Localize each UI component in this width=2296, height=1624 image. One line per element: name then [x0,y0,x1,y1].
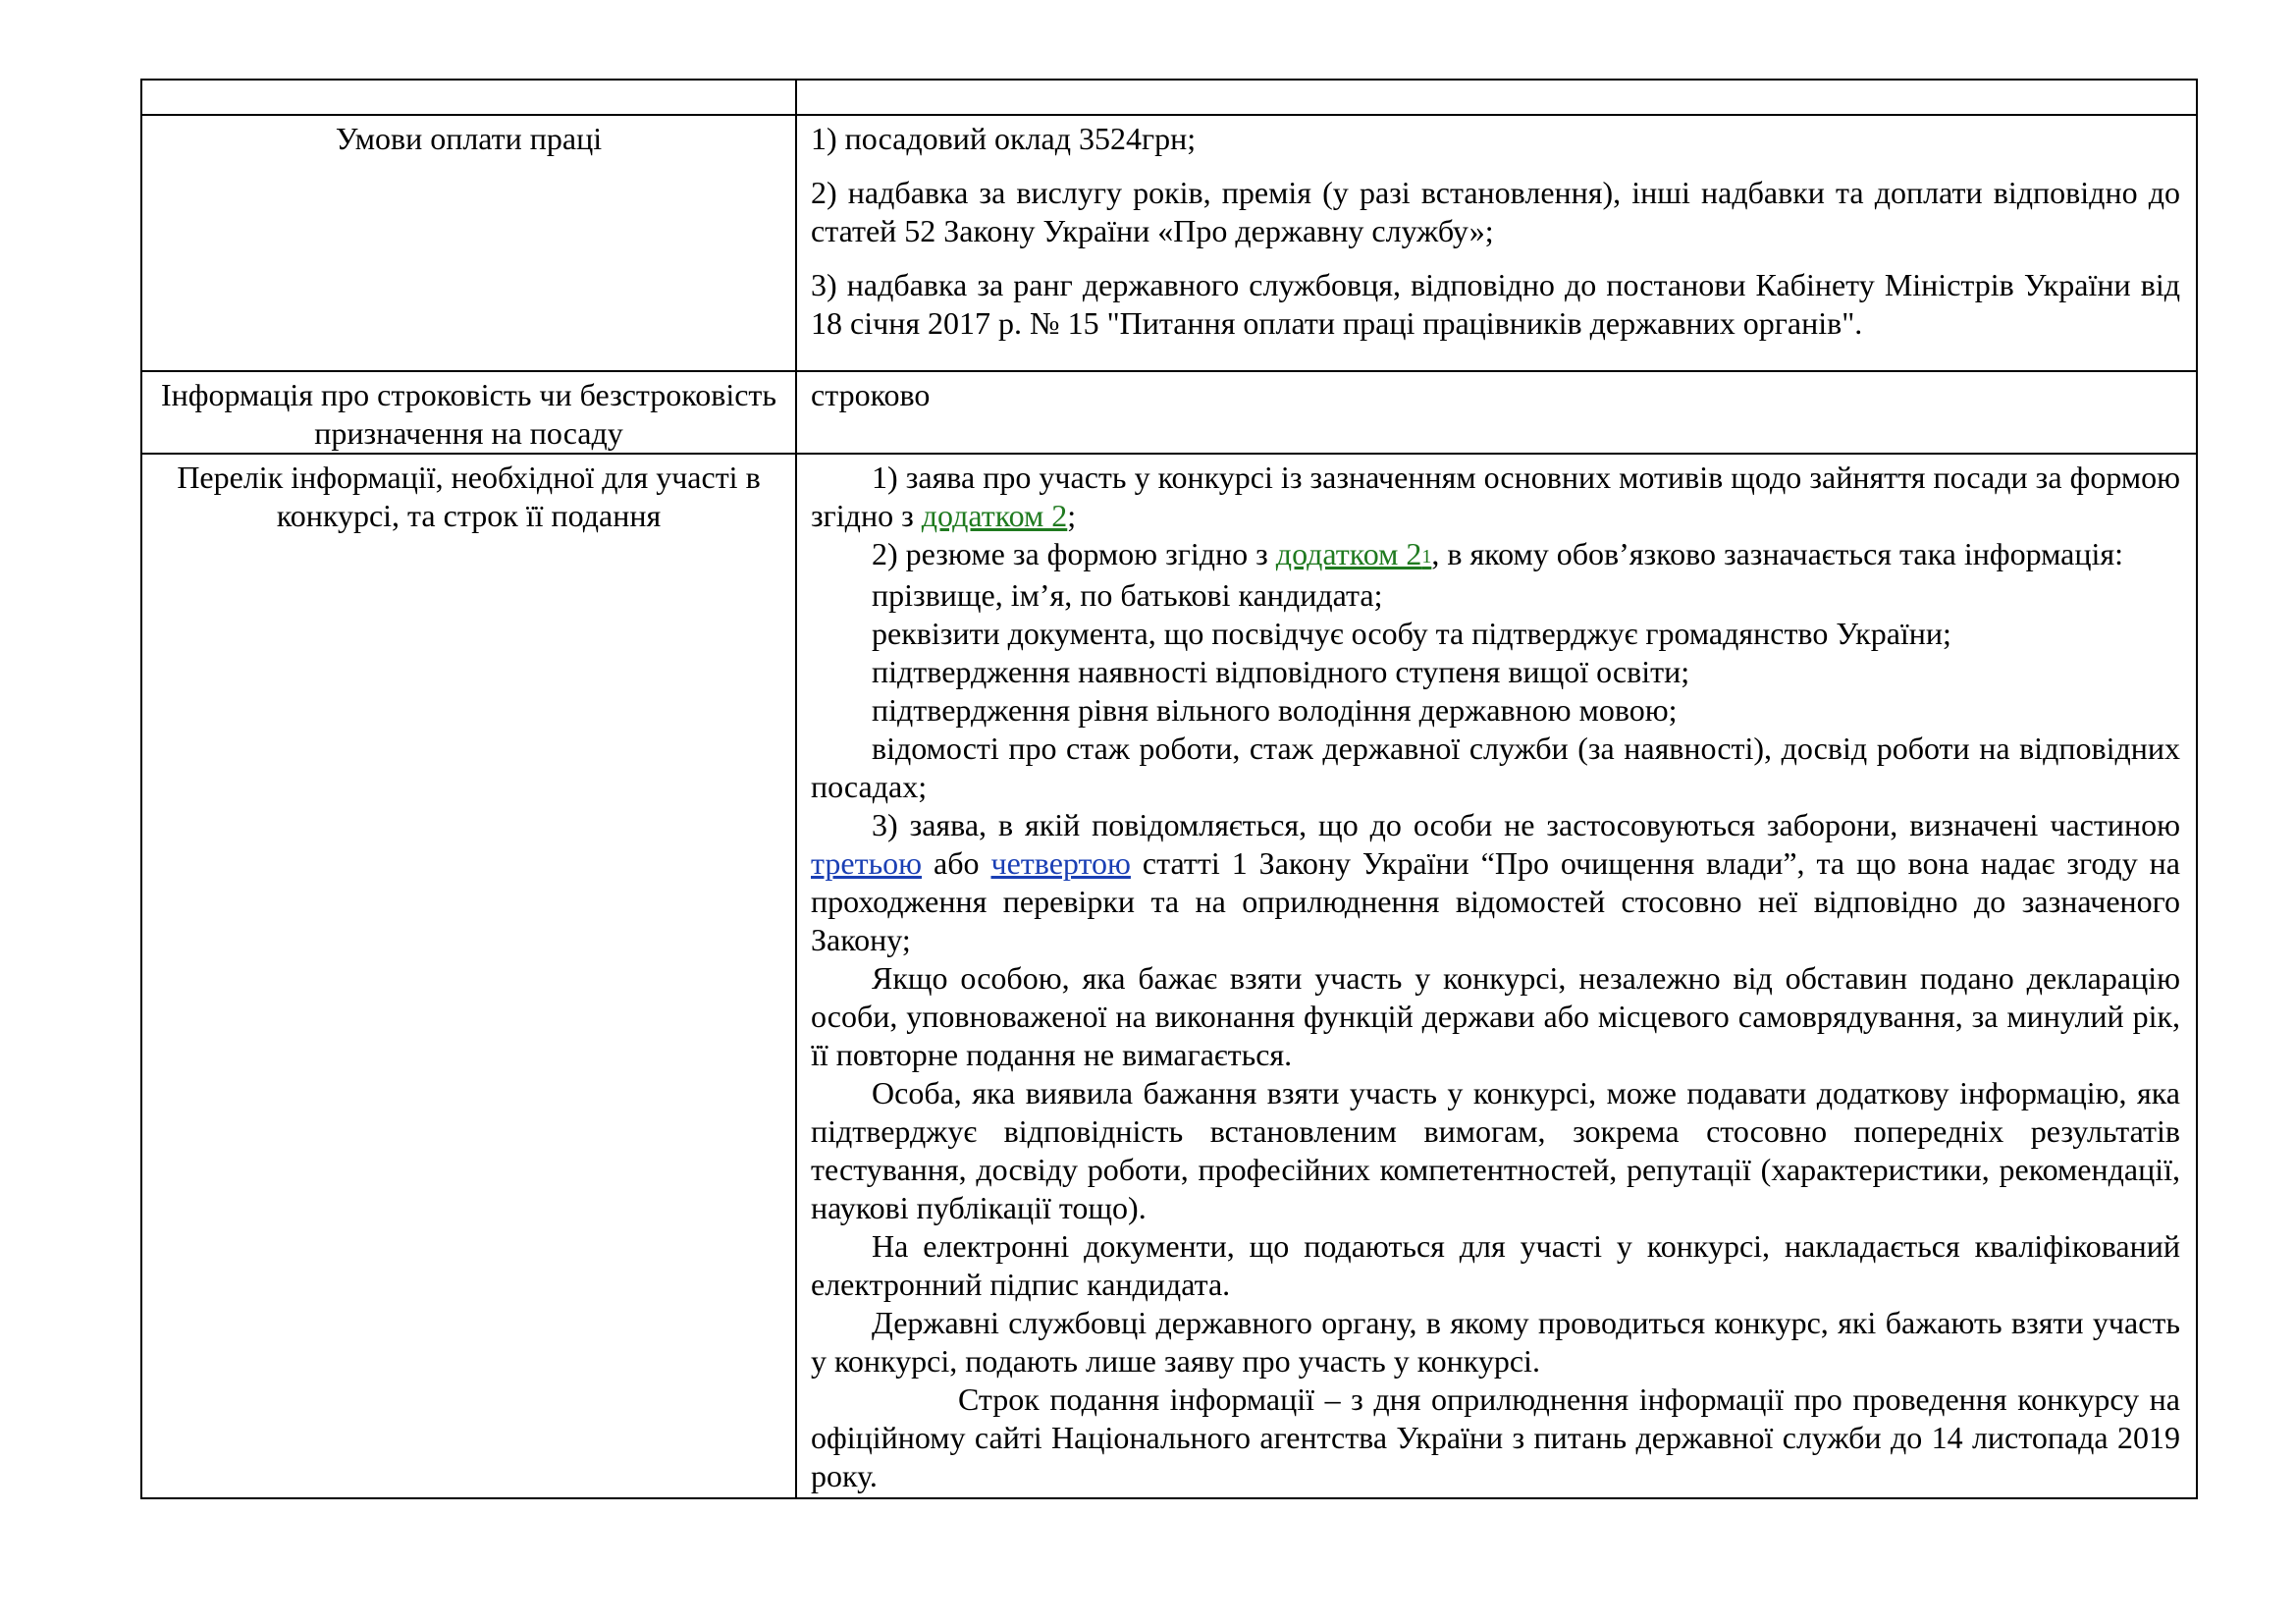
pay-item-3: 3) надбавка за ранг державного службовця, відповідно до постанови Кабінету Міністрів України від 18 січня 2017 р. № 15 "Питання оплати праці працівників державних органів". [811,267,2180,341]
docs-para-civil-servants: Державні службовці державного органу, в якому проводиться конкурс, які бажають взяти участь у конкурсі, подають лише заяву про участь у конкурсі. [811,1305,2180,1379]
docs-item-2-text: 2) резюме за формою згідно з [872,536,1276,571]
docs-item-3-text: 3) заява, в якій повідомляється, що до особи не застосовуються заборони, визначені частиною [872,807,2180,842]
part-four-link[interactable]: четвертою [990,845,1131,881]
docs-item-3-mid: або [922,845,991,881]
appendix-2-1-link[interactable] [1276,536,1432,571]
table-row [141,80,2197,115]
empty-cell [141,80,796,115]
conditions-table [140,79,2198,1499]
docs-sub-2: реквізити документа, що посвідчує особу та підтверджує громадянство України; [872,616,1951,651]
docs-item-3 [811,806,2180,959]
docs-item-3-end: статті 1 Закону України “Про очищення влади”, та що вона надає згоду на проходження перевірки та на оприлюднення відомостей стосовно неї відповідно до зазначеного Закону; [811,845,2181,957]
docs-sub-4: підтвердження рівня вільного володіння державною мовою; [872,692,1678,728]
docs-item-1-end: ; [1067,498,1077,533]
docs-sub-1: прізвище, ім’я, по батькові кандидата; [872,577,1383,613]
pay-label: Умови оплати праці [141,115,796,371]
appendix-2-1-sup[interactable]: 1 [1421,546,1432,568]
table-row-docs [141,454,2197,1498]
docs-para-deadline: Строк подання інформації – з дня оприлюднення інформації про проведення конкурсу на офіційному сайті Національного агентства України з питань державної служби до 14 листопада 2019 року. [811,1381,2180,1493]
docs-para-e-signature: На електронні документи, що подаються для участі у конкурсі, накладається кваліфікований електронний підпис кандидата. [811,1228,2180,1302]
part-three-link[interactable]: третьою [811,845,923,881]
docs-sub-3: підтвердження наявності відповідного ступеня вищої освіти; [872,654,1690,689]
table-row-term [141,371,2197,454]
docs-item-2-end: , в якому обов’язково зазначається така інформація: [1431,536,2123,571]
docs-sub-5: відомості про стаж роботи, стаж державної служби (за наявності), досвід роботи на відповідних посадах; [811,731,2180,804]
term-label: Інформація про строковість чи безстроковість призначення на посаду [141,371,796,454]
appendix-2-link[interactable]: додатком 2 [921,498,1068,533]
table-row-pay [141,115,2197,371]
docs-item-1 [811,459,2180,535]
pay-item-1: 1) посадовий оклад 3524грн; [811,121,1197,156]
docs-item-2 [811,535,2180,576]
empty-cell [796,80,2197,115]
docs-value [796,454,2197,1498]
docs-para-extra-info: Особа, яка виявила бажання взяти участь у конкурсі, може подавати додаткову інформацію, яка підтверджує відповідність встановленим вимогам, зокрема стосовно попередніх результатів тестування, досвіду роботи, професійних компетентностей, репутації (характеристики, рекомендації, наукові публікації тощо). [811,1075,2180,1225]
pay-value [796,115,2197,371]
pay-item-2: 2) надбавка за вислугу років, премія (у разі встановлення), інші надбавки та доплати відповідно до статей 52 Закону України «Про державну службу»; [811,175,2180,248]
term-value: строково [796,371,2197,454]
docs-label: Перелік інформації, необхідної для участі в конкурсі, та строк її подання [141,454,796,1498]
appendix-2-1-link-text[interactable]: додатком 2 [1275,536,1422,571]
docs-item-1-text: 1) заява про участь у конкурсі із зазначенням основних мотивів щодо зайняття посади за формою згідно з [811,460,2180,533]
docs-para-declaration: Якщо особою, яка бажає взяти участь у конкурсі, незалежно від обставин подано декларацію особи, уповноваженої на виконання функцій держави або місцевого самоврядування, за минулий рік, її повторне подання не вимагається. [811,960,2180,1072]
